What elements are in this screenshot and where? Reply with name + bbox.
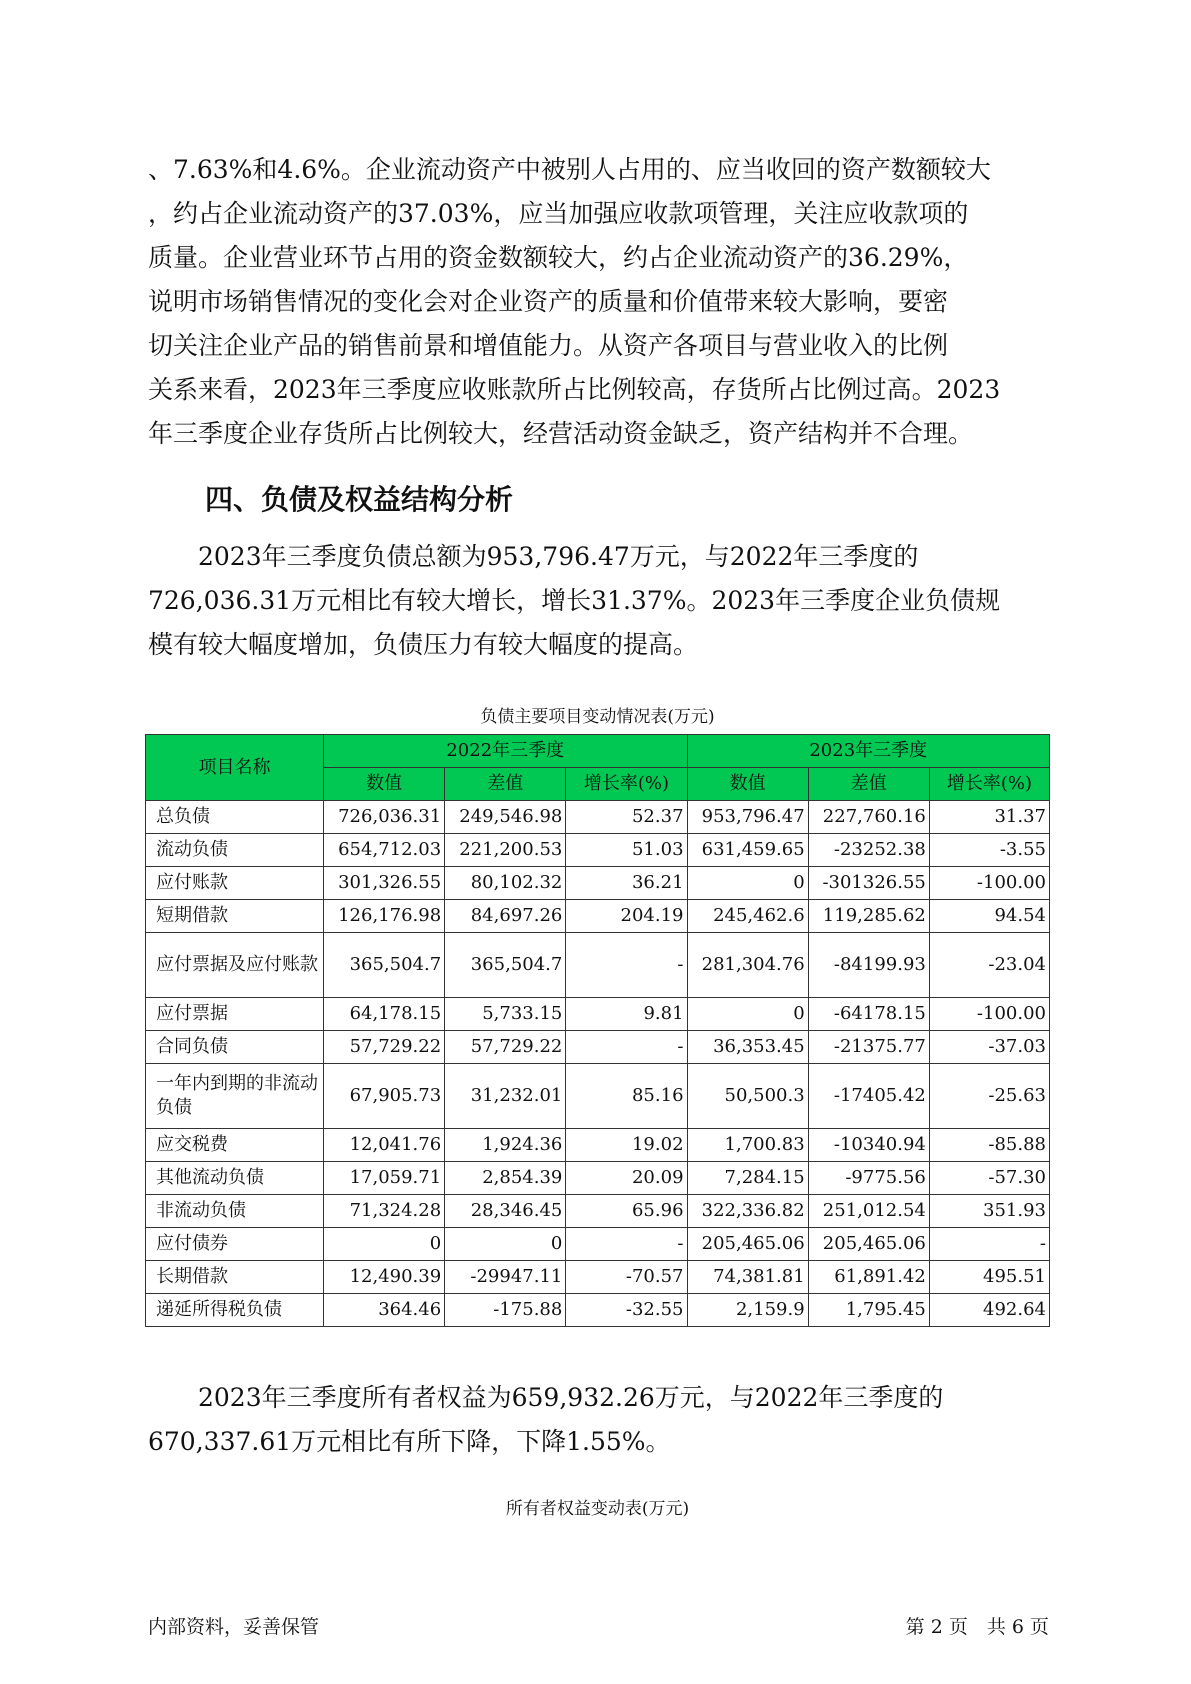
table-row	[146, 1228, 1050, 1261]
table-cell: 5,733.15	[445, 998, 566, 1031]
table-row	[146, 834, 1050, 867]
table-cell: 0	[687, 998, 808, 1031]
table-row	[146, 1162, 1050, 1195]
table-cell: 953,796.47	[687, 801, 808, 834]
header-period-2022: 2022年三季度	[324, 735, 688, 768]
liabilities-table-body	[146, 801, 1050, 1327]
table-cell: 364.46	[324, 1294, 445, 1327]
table-cell: -29947.11	[445, 1261, 566, 1294]
table-cell: -21375.77	[808, 1031, 929, 1064]
text-line: 年三季度企业存货所占比例较大，经营活动资金缺乏，资产结构并不合理。	[148, 419, 974, 448]
table-cell: 301,326.55	[324, 867, 445, 900]
table-cell: 36,353.45	[687, 1031, 808, 1064]
liabilities-table	[145, 734, 1050, 1327]
row-label: 应付账款	[146, 867, 324, 900]
header-diff-2022: 差值	[445, 768, 566, 801]
table-caption-liabilities: 负债主要项目变动情况表(万元)	[480, 707, 715, 727]
row-label: 应付票据及应付账款	[146, 933, 324, 998]
table-row	[146, 1129, 1050, 1162]
table-cell: 61,891.42	[808, 1261, 929, 1294]
table-cell: 12,490.39	[324, 1261, 445, 1294]
table-cell: -23252.38	[808, 834, 929, 867]
row-label: 应付债券	[146, 1228, 324, 1261]
table-row	[146, 1064, 1050, 1129]
table-cell: 12,041.76	[324, 1129, 445, 1162]
text-line: 关系来看，2023年三季度应收账款所占比例较高，存货所占比例过高。2023	[148, 375, 1001, 404]
table-cell: 1,700.83	[687, 1129, 808, 1162]
row-label: 流动负债	[146, 834, 324, 867]
row-label: 应交税费	[146, 1129, 324, 1162]
table-row	[146, 933, 1050, 998]
table-cell: 0	[687, 867, 808, 900]
table-row	[146, 1294, 1050, 1327]
table-cell: 94.54	[929, 900, 1049, 933]
text-line: 726,036.31万元相比有较大增长，增长31.37%。2023年三季度企业负债规	[148, 586, 1001, 615]
table-cell: 205,465.06	[687, 1228, 808, 1261]
table-cell: 365,504.7	[445, 933, 566, 998]
table-cell: 251,012.54	[808, 1195, 929, 1228]
table-cell: 50,500.3	[687, 1064, 808, 1129]
table-cell: 74,381.81	[687, 1261, 808, 1294]
table-cell: -	[929, 1228, 1049, 1261]
text-line: 2023年三季度负债总额为953,796.47万元，与2022年三季度的	[148, 542, 919, 571]
table-cell: 52.37	[566, 801, 687, 834]
table-cell: 227,760.16	[808, 801, 929, 834]
table-cell: -9775.56	[808, 1162, 929, 1195]
table-row	[146, 801, 1050, 834]
table-cell: -	[566, 1228, 687, 1261]
text-line: 切关注企业产品的销售前景和增值能力。从资产各项目与营业收入的比例	[148, 331, 949, 360]
table-cell: 351.93	[929, 1195, 1049, 1228]
paragraph-liabilities	[148, 535, 1048, 667]
table-cell: 57,729.22	[445, 1031, 566, 1064]
table-cell: 1,924.36	[445, 1129, 566, 1162]
footer-confidential: 内部资料，妥善保管	[148, 1616, 320, 1638]
table-cell: 80,102.32	[445, 867, 566, 900]
table-cell: 71,324.28	[324, 1195, 445, 1228]
table-cell: 84,697.26	[445, 900, 566, 933]
table-cell: -17405.42	[808, 1064, 929, 1129]
table-cell: 205,465.06	[808, 1228, 929, 1261]
table-cell: 64,178.15	[324, 998, 445, 1031]
table-cell: -23.04	[929, 933, 1049, 998]
text-line: 质量。企业营业环节占用的资金数额较大，约占企业流动资产的36.29%，	[148, 243, 969, 272]
table-cell: 31,232.01	[445, 1064, 566, 1129]
table-cell: -37.03	[929, 1031, 1049, 1064]
header-growth-2023: 增长率(%)	[929, 768, 1049, 801]
row-label: 总负债	[146, 801, 324, 834]
table-cell: -25.63	[929, 1064, 1049, 1129]
header-growth-2022: 增长率(%)	[566, 768, 687, 801]
table-cell: -84199.93	[808, 933, 929, 998]
table-cell: -32.55	[566, 1294, 687, 1327]
section-heading: 四、负债及权益结构分析	[205, 483, 514, 516]
table-cell: 31.37	[929, 801, 1049, 834]
paragraph-equity	[148, 1376, 1048, 1464]
header-value-2022: 数值	[324, 768, 445, 801]
row-label: 非流动负债	[146, 1195, 324, 1228]
header-item-name: 项目名称	[146, 735, 324, 801]
row-label: 短期借款	[146, 900, 324, 933]
table-row	[146, 1261, 1050, 1294]
table-cell: -70.57	[566, 1261, 687, 1294]
row-label: 应付票据	[146, 998, 324, 1031]
table-cell: -301326.55	[808, 867, 929, 900]
table-cell: 631,459.65	[687, 834, 808, 867]
header-value-2023: 数值	[687, 768, 808, 801]
table-cell: 245,462.6	[687, 900, 808, 933]
table-cell: 281,304.76	[687, 933, 808, 998]
text-line: 、7.63%和4.6%。企业流动资产中被别人占用的、应当收回的资产数额较大	[148, 155, 991, 184]
row-label: 长期借款	[146, 1261, 324, 1294]
table-cell: 28,346.45	[445, 1195, 566, 1228]
table-cell: 19.02	[566, 1129, 687, 1162]
table-cell: 20.09	[566, 1162, 687, 1195]
table-cell: -3.55	[929, 834, 1049, 867]
table-cell: 726,036.31	[324, 801, 445, 834]
table-cell: 495.51	[929, 1261, 1049, 1294]
text-line: 模有较大幅度增加，负债压力有较大幅度的提高。	[148, 630, 699, 659]
table-cell: -85.88	[929, 1129, 1049, 1162]
table-cell: -	[566, 1031, 687, 1064]
header-diff-2023: 差值	[808, 768, 929, 801]
row-label: 一年内到期的非流动负债	[146, 1064, 324, 1129]
table-row	[146, 1195, 1050, 1228]
table-cell: 221,200.53	[445, 834, 566, 867]
row-label: 递延所得税负债	[146, 1294, 324, 1327]
table-cell: 654,712.03	[324, 834, 445, 867]
table-row	[146, 1031, 1050, 1064]
table-cell: 204.19	[566, 900, 687, 933]
table-caption-equity: 所有者权益变动表(万元)	[505, 1499, 690, 1519]
text-line: 670,337.61万元相比有所下降，下降1.55%。	[148, 1427, 671, 1456]
table-cell: 36.21	[566, 867, 687, 900]
table-cell: -	[566, 933, 687, 998]
table-cell: -64178.15	[808, 998, 929, 1031]
footer-page-number: 第 2 页 共 6 页	[905, 1616, 1049, 1638]
text-line: ，约占企业流动资产的37.03%，应当加强应收款项管理，关注应收款项的	[148, 199, 969, 228]
table-cell: 1,795.45	[808, 1294, 929, 1327]
table-cell: -175.88	[445, 1294, 566, 1327]
text-line: 说明市场销售情况的变化会对企业资产的质量和价值带来较大影响，要密	[148, 287, 949, 316]
table-cell: 7,284.15	[687, 1162, 808, 1195]
table-cell: -57.30	[929, 1162, 1049, 1195]
table-cell: 2,159.9	[687, 1294, 808, 1327]
table-cell: 0	[445, 1228, 566, 1261]
table-cell: -100.00	[929, 998, 1049, 1031]
table-cell: 0	[324, 1228, 445, 1261]
row-label: 合同负债	[146, 1031, 324, 1064]
table-cell: 17,059.71	[324, 1162, 445, 1195]
table-cell: -100.00	[929, 867, 1049, 900]
table-row	[146, 900, 1050, 933]
table-row	[146, 998, 1050, 1031]
table-cell: 57,729.22	[324, 1031, 445, 1064]
paragraph-current-assets	[148, 148, 1048, 456]
table-cell: 51.03	[566, 834, 687, 867]
table-cell: 9.81	[566, 998, 687, 1031]
text-line: 2023年三季度所有者权益为659,932.26万元，与2022年三季度的	[148, 1383, 944, 1412]
table-row	[146, 867, 1050, 900]
table-cell: 365,504.7	[324, 933, 445, 998]
table-cell: 119,285.62	[808, 900, 929, 933]
header-period-2023: 2023年三季度	[687, 735, 1049, 768]
table-cell: 67,905.73	[324, 1064, 445, 1129]
table-cell: 85.16	[566, 1064, 687, 1129]
table-cell: 2,854.39	[445, 1162, 566, 1195]
table-cell: 492.64	[929, 1294, 1049, 1327]
row-label: 其他流动负债	[146, 1162, 324, 1195]
table-cell: 126,176.98	[324, 900, 445, 933]
table-cell: 322,336.82	[687, 1195, 808, 1228]
table-cell: 65.96	[566, 1195, 687, 1228]
table-cell: 249,546.98	[445, 801, 566, 834]
table-cell: -10340.94	[808, 1129, 929, 1162]
